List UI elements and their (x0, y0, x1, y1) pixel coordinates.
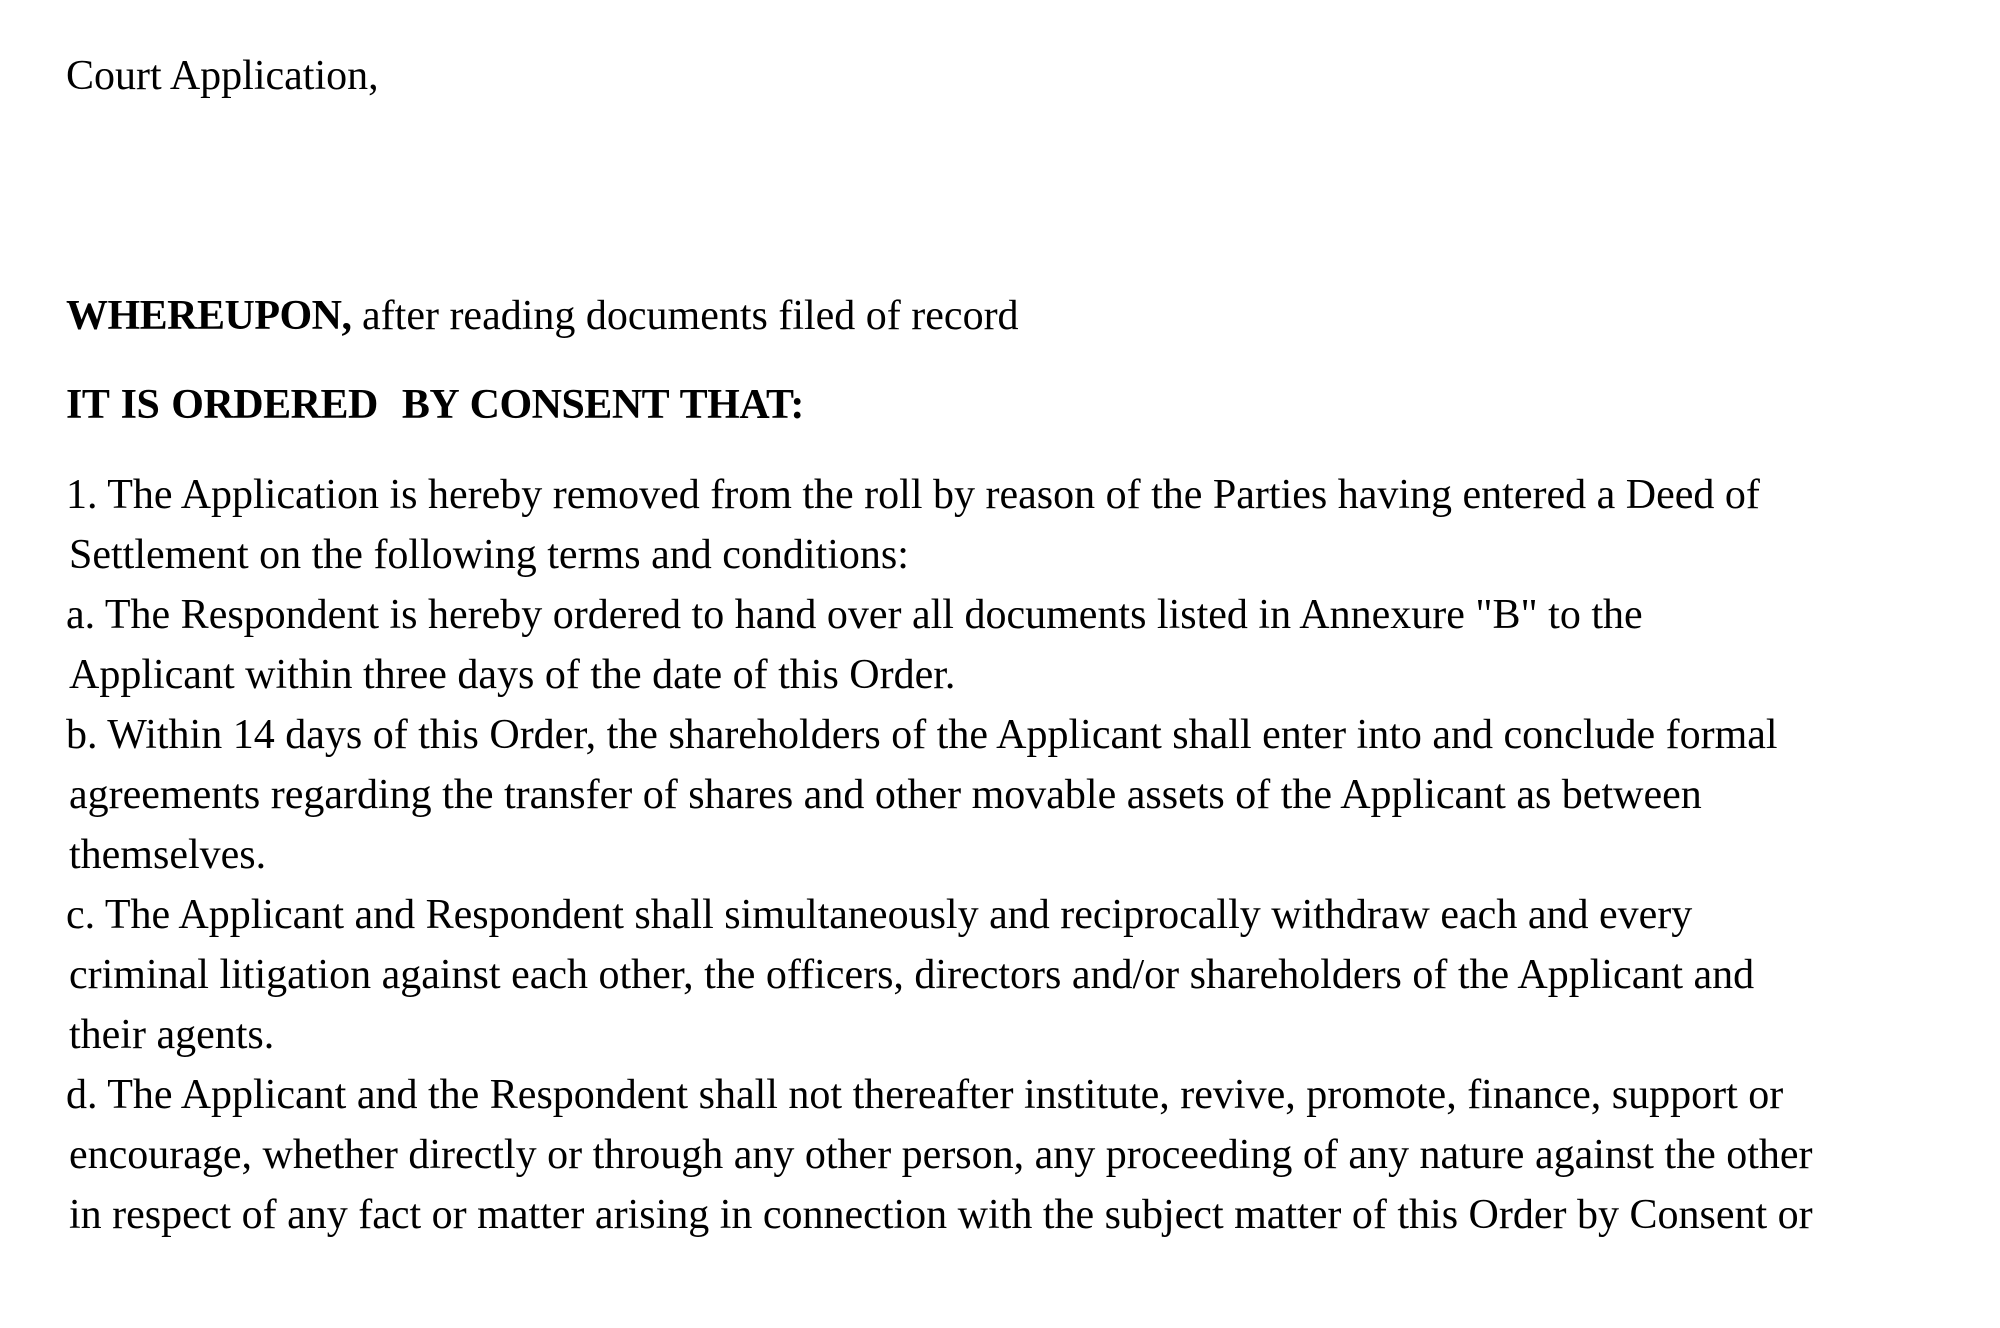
order-heading: IT IS ORDERED BY CONSENT THAT: (66, 382, 804, 428)
whereupon-text: after reading documents filed of record (351, 293, 1019, 339)
paragraph-line: 1. The Application is hereby removed from the roll by reason of the Parties having entered a Deed of (66, 472, 1760, 518)
paragraph-line: c. The Applicant and Respondent shall simultaneously and reciprocally withdraw each and every (66, 892, 1693, 938)
paragraph-line: their agents. (69, 1012, 275, 1058)
paragraph-line: encourage, whether directly or through any other person, any proceeding of any nature against the other (69, 1132, 1813, 1178)
paragraph-line: d. The Applicant and the Respondent shall not thereafter institute, revive, promote, finance, support or (66, 1072, 1784, 1118)
salutation: Court Application, (66, 53, 379, 99)
whereupon-keyword: WHEREUPON, (66, 293, 352, 339)
paragraph-line: criminal litigation against each other, the officers, directors and/or shareholders of the Applicant and (69, 952, 1755, 998)
paragraph-line: Applicant within three days of the date of this Order. (69, 652, 956, 698)
paragraph-line: Settlement on the following terms and conditions: (69, 532, 909, 578)
whereupon-line (66, 286, 1019, 346)
paragraph-line: themselves. (69, 832, 267, 878)
paragraph-line: b. Within 14 days of this Order, the shareholders of the Applicant shall enter into and conclude formal (66, 712, 1778, 758)
paragraph-line: in respect of any fact or matter arising in connection with the subject matter of this Order by Consent or (69, 1192, 1813, 1238)
paragraph-line: agreements regarding the transfer of shares and other movable assets of the Applicant as between (69, 772, 1702, 818)
paragraph-line: a. The Respondent is hereby ordered to hand over all documents listed in Annexure "B" to the (66, 592, 1643, 638)
